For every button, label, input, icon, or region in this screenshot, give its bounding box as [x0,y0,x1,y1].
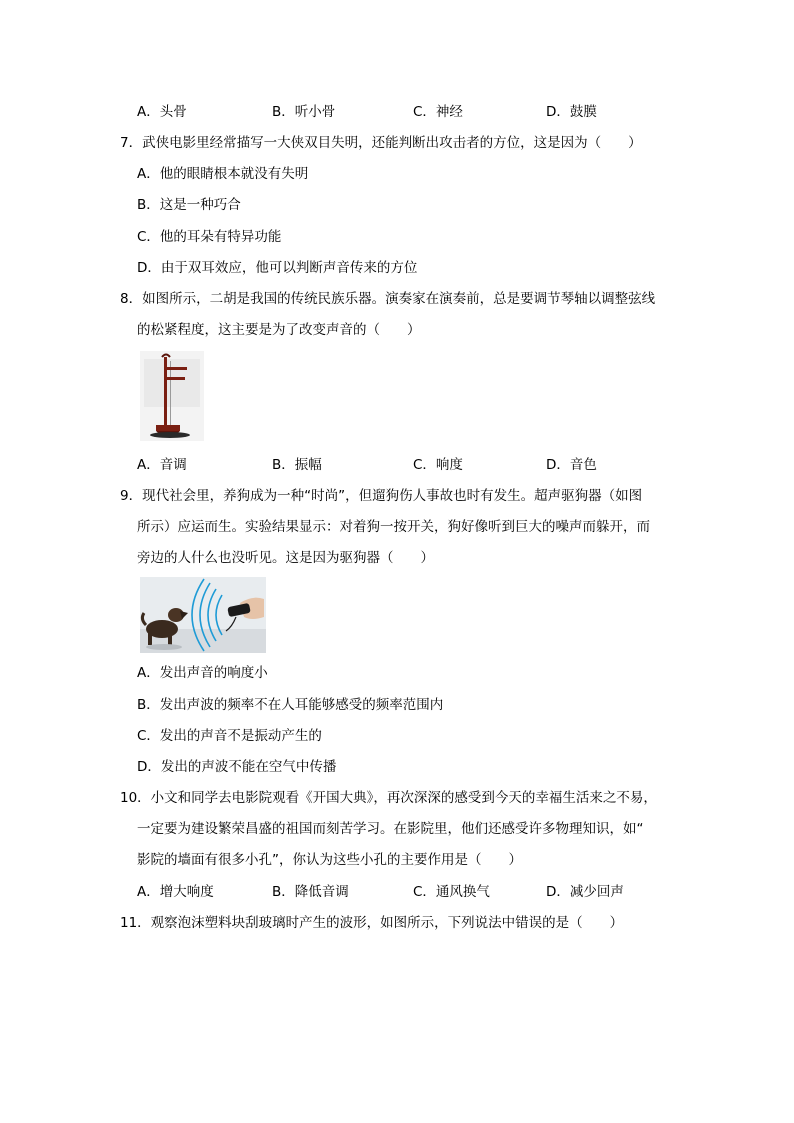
q9-option-c: C．发出的声音不是振动产生的 [137,728,322,744]
q10-option-c: C．通风换气 [413,884,490,900]
q10-option-a: A．增大响度 [137,884,214,900]
q10-option-d: D．减少回声 [546,884,624,900]
q9-stem-line-3: 旁边的人什么也没听见。这是因为驱狗器（ ） [137,550,434,566]
q7-option-b: B．这是一种巧合 [137,197,241,213]
q7-option-a: A．他的眼睛根本就没有失明 [137,166,309,182]
q7-option-d: D．由于双耳效应，他可以判断声音传来的方位 [137,260,418,276]
q8-stem-line-2: 的松紧程度，这主要是为了改变声音的（ ） [137,322,421,338]
q8-stem-line-1: 8．如图所示，二胡是我国的传统民族乐器。演奏家在演奏前，总是要调节琴轴以调整弦线 [120,291,656,307]
q11-stem: 11．观察泡沫塑料块刮玻璃时产生的波形，如图所示，下列说法中错误的是（ ） [120,915,624,931]
q7-option-c: C．他的耳朵有特异功能 [137,229,282,245]
q6-option-c: C．神经 [413,104,463,120]
q10-stem-line-2: 一定要为建设繁荣昌盛的祖国而刻苦学习。在影院里，他们还感受许多物理知识，如“ [137,821,644,837]
q10-stem-line-1: 10．小文和同学去电影院观看《开国大典》，再次深深的感受到今天的幸福生活来之不易， [120,790,657,806]
q8-option-a: A．音调 [137,457,187,473]
q9-stem-line-1: 9．现代社会里，养狗成为一种“时尚”，但遛狗伤人事故也时有发生。超声驱狗器（如图 [120,488,643,504]
dog-repeller-figure [140,577,266,653]
erhu-figure [140,351,204,441]
q10-option-b: B．降低音调 [272,884,349,900]
q6-option-b: B．听小骨 [272,104,336,120]
q9-option-a: A．发出声音的响度小 [137,665,268,681]
dog-repeller-image [140,577,266,653]
q8-option-c: C．响度 [413,457,463,473]
erhu-image [140,351,204,441]
q8-option-d: D．音色 [546,457,597,473]
q9-option-b: B．发出声波的频率不在人耳能够感受的频率范围内 [137,697,444,713]
q9-option-d: D．发出的声波不能在空气中传播 [137,759,337,775]
q7-stem: 7．武侠电影里经常描写一大侠双目失明，还能判断出攻击者的方位，这是因为（ ） [120,135,642,151]
q6-option-d: D．鼓膜 [546,104,597,120]
q10-stem-line-3: 影院的墙面有很多小孔”，你认为这些小孔的主要作用是（ ） [137,852,522,868]
q9-stem-line-2: 所示）应运而生。实验结果显示：对着狗一按开关，狗好像听到巨大的噪声而躲开，而 [137,519,650,535]
q6-option-a: A．头骨 [137,104,187,120]
q8-option-b: B．振幅 [272,457,322,473]
